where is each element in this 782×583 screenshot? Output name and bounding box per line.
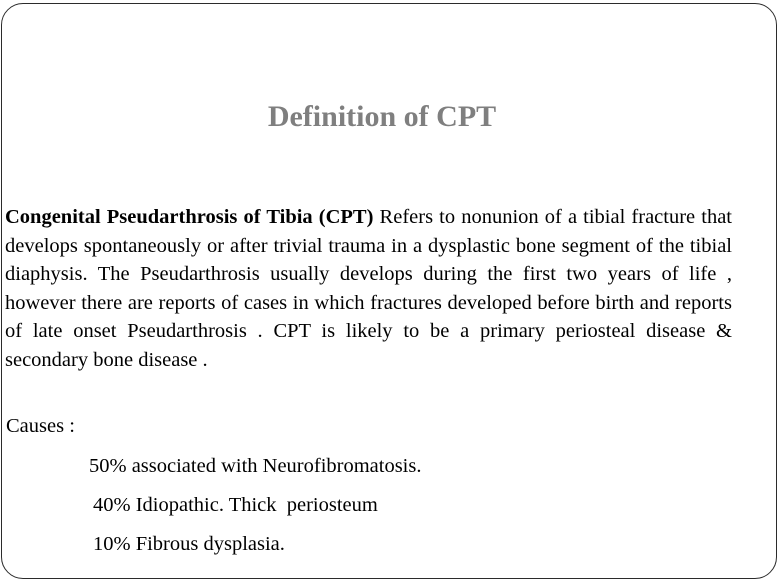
cause-item-idiopathic: 40% Idiopathic. Thick periosteum: [93, 494, 378, 516]
slide-title: Definition of CPT: [267, 100, 497, 133]
cause-item-fibrous-dysplasia: 10% Fibrous dysplasia.: [93, 533, 285, 555]
definition-paragraph: [5, 203, 732, 374]
causes-label: Causes :: [6, 415, 75, 437]
definition-term: Congenital Pseudarthrosis of Tibia (CPT): [5, 206, 374, 228]
cause-item-neurofibromatosis: 50% associated with Neurofibromatosis.: [89, 455, 422, 477]
definition-text: Refers to nonunion of a tibial fracture that develops spontaneously or after trivial trauma in a dysplastic bone segment of the tibial diaphysis. The Pseudarthrosis usually develops during the first two years of life , however there are reports of cases in which fractures developed before birth and reports of late onset Pseudarthrosis . CPT is likely to be a primary periosteal disease & secondary bone disease .: [5, 206, 732, 371]
slide-frame: [1, 3, 777, 579]
